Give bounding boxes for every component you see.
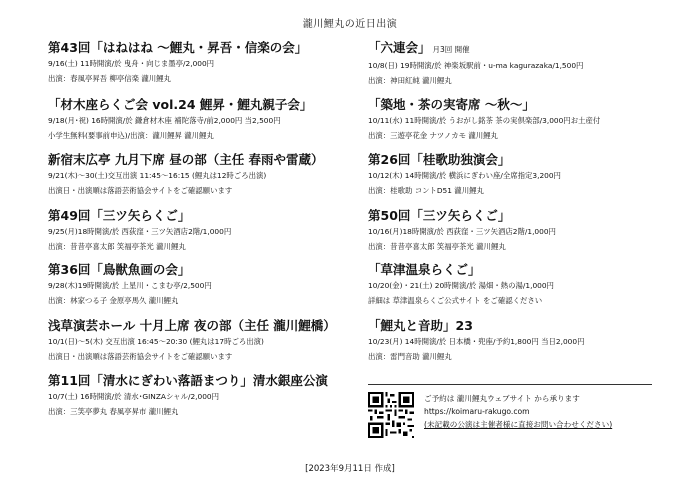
event-performers: 出演日・出演順は落語芸術協会サイトをご確認願います bbox=[48, 186, 233, 195]
event-performers: 出演：春風亭昇吾 柳亭信楽 瀧川鯉丸 bbox=[48, 74, 171, 83]
event-performers: 出演：三遊亭花金 ナツノカモ 瀧川鯉丸 bbox=[368, 131, 498, 140]
event-block bbox=[48, 208, 348, 254]
event-title: 第26回「桂歌助独演会」 bbox=[368, 152, 511, 167]
event-detail: 9/21(木)～30(土)交互出演 11:45～16:15 (鯉丸は12時ごろ出演) bbox=[48, 171, 267, 180]
event-block bbox=[48, 262, 348, 308]
contact-divider bbox=[368, 384, 652, 385]
website-link[interactable]: https://koimaru-rakugo.com bbox=[424, 407, 530, 416]
event-detail: 10/8(日) 19時開演/於 神楽坂駅前・u-ma kagurazaka/1,500円 bbox=[368, 61, 584, 70]
event-block bbox=[48, 40, 348, 86]
event-performers: 出演：雷門音助 瀧川鯉丸 bbox=[368, 352, 452, 361]
event-detail: 10/7(土) 16時開演/於 清水･GINZAシャル/2,000円 bbox=[48, 392, 220, 401]
event-block bbox=[48, 152, 348, 198]
event-block bbox=[368, 208, 668, 254]
event-performers: 出演：昔昔亭喜太郎 笑福亭茶光 瀧川鯉丸 bbox=[48, 242, 186, 251]
event-title: 浅草演芸ホール 十月上席 夜の部（主任 瀧川鯉橋） bbox=[48, 318, 336, 333]
event-title: 「草津温泉らくご」 bbox=[368, 262, 481, 277]
event-title: 「鯉丸と音助」23 bbox=[368, 318, 473, 333]
event-detail: 9/18(月･祝) 16時開演/於 鎌倉材木座 補陀落寺/前2,000円 当2,500円 bbox=[48, 116, 281, 125]
reservation-text: ご予約は 瀧川鯉丸ウェブサイト から承ります bbox=[424, 394, 580, 403]
event-block bbox=[368, 262, 668, 308]
event-detail: 10/12(木) 14時開演/於 横浜にぎわい座/全席指定3,200円 bbox=[368, 171, 561, 180]
event-detail: 10/20(金)・21(土) 20時開演/於 湯畑・熱の湯/1,000円 bbox=[368, 281, 554, 290]
event-performers: 出演：林家つる子 金原亭馬久 瀧川鯉丸 bbox=[48, 296, 179, 305]
event-title: 第43回「はねはね ～鯉丸・昇吾・信楽の会」 bbox=[48, 40, 308, 55]
page-title: 瀧川鯉丸の近日出演 bbox=[302, 19, 398, 30]
event-detail: 10/11(水) 11時開演/於 うおがし銘茶 茶の実倶楽部/3,000円お土産付 bbox=[368, 116, 601, 125]
event-title: 「六連会」 月3回 開催 bbox=[368, 40, 470, 55]
event-title: 第36回「鳥獣魚画の会」 bbox=[48, 262, 191, 277]
event-title: 第49回「三ツ矢らくご」 bbox=[48, 208, 191, 223]
event-performers: 小学生無料(要事前申込)/出演：瀧川鯉昇 瀧川鯉丸 bbox=[48, 131, 214, 140]
event-block bbox=[368, 40, 668, 88]
event-performers: 詳細は 草津温泉らくご公式サイト をご確認ください bbox=[368, 296, 543, 305]
event-block bbox=[48, 97, 348, 143]
event-block bbox=[48, 318, 348, 364]
event-block bbox=[368, 97, 668, 143]
created-date-footer: [2023年9月11日 作成] bbox=[305, 464, 395, 474]
event-performers: 出演：桂歌助 コントD51 瀧川鯉丸 bbox=[368, 186, 484, 195]
event-performers: 出演日・出演順は落語芸術協会サイトをご確認願います bbox=[48, 352, 233, 361]
event-detail: 10/16(月)18時開演/於 西荻窪・三ツ矢酒店2階/1,000円 bbox=[368, 227, 556, 236]
event-title: 「築地・茶の実寄席 ～秋～」 bbox=[368, 97, 535, 112]
event-title: 第11回「清水にぎわい落語まつり」清水銀座公演 bbox=[48, 373, 328, 388]
event-detail: 10/1(日)～5(木) 交互出演 16:45～20:30 (鯉丸は17時ごろ出演) bbox=[48, 337, 264, 346]
event-block bbox=[48, 373, 348, 419]
event-detail: 9/28(木)19時開演/於 上星川・こまむ亭/2,500円 bbox=[48, 281, 212, 290]
event-block bbox=[368, 152, 668, 198]
event-title: 「材木座らくご会 vol.24 鯉昇・鯉丸親子会」 bbox=[48, 97, 313, 112]
event-detail: 9/25(月)18時開演/於 西荻窪・三ツ矢酒店2階/1,000円 bbox=[48, 227, 232, 236]
event-performers: 出演：神田紅純 瀧川鯉丸 bbox=[368, 76, 452, 85]
event-title: 第50回「三ツ矢らくご」 bbox=[368, 208, 511, 223]
event-frequency-note: 月3回 開催 bbox=[432, 45, 470, 54]
event-performers: 出演：三笑亭夢丸 春風亭昇市 瀧川鯉丸 bbox=[48, 407, 179, 416]
event-block bbox=[368, 318, 668, 364]
event-performers: 出演：昔昔亭喜太郎 笑福亭茶光 瀧川鯉丸 bbox=[368, 242, 506, 251]
event-title: 新宿末広亭 九月下席 昼の部（主任 春雨や雷蔵） bbox=[48, 152, 324, 167]
qr-code-icon[interactable] bbox=[368, 392, 414, 438]
inquiry-note: (未記載の公演は主催者様に直接お問い合わせください) bbox=[424, 420, 613, 429]
contact-info bbox=[424, 392, 664, 431]
event-detail: 9/16(土) 11時開演/於 曳舟・向じま墨亭/2,000円 bbox=[48, 59, 215, 68]
event-detail: 10/23(月) 14時開演/於 日本橋・兜座/予約1,800円 当日2,000円 bbox=[368, 337, 585, 346]
